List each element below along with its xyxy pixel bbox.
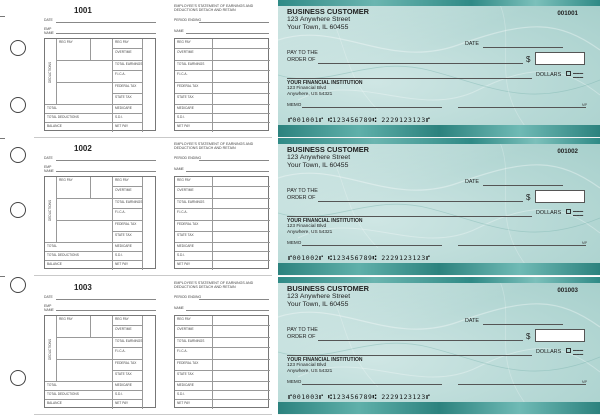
emp-name-label: EMP NAME	[44, 165, 54, 173]
pay-to-label: PAY TO THE	[287, 50, 318, 56]
bank-street: 123 Financial Blvd	[287, 224, 327, 229]
bank-name: YOUR FINANCIAL INSTITUTION	[287, 357, 363, 363]
stub-grid-left: DEDUCTIONS REG PAY REG PAY OVERTIME TOTAL EARNINGS F.I.C.A. FEDERAL TAX STATE TAX TOTAL MEDICARE TOTAL DEDUCTIONS S.D.I. BALANCE NET PAY	[44, 315, 156, 408]
emp-name-label: EMP NAME	[44, 304, 54, 312]
micr-line: ⑈001002⑈ ⑆123456789⑆ 2229123123⑈	[288, 254, 431, 262]
dollar-sign: $	[526, 332, 531, 341]
check	[278, 0, 600, 138]
binder-hole	[10, 97, 26, 113]
check-number: 001001	[557, 10, 578, 17]
stub-date-label: DATE	[44, 295, 53, 299]
check-number: 001003	[557, 287, 578, 294]
padlock-icon	[566, 209, 571, 214]
dollars-label: DOLLARS	[536, 72, 562, 78]
bank-city: Anywhere, US 54321	[287, 92, 333, 97]
check-bottom-band	[278, 125, 600, 137]
order-of-label: ORDER OF	[287, 334, 316, 340]
business-name: BUSINESS CUSTOMER	[287, 145, 369, 154]
stub-number: 1003	[74, 283, 92, 292]
dollars-label: DOLLARS	[536, 210, 562, 216]
payroll-stub	[34, 277, 272, 415]
name-label: NAME	[174, 29, 184, 33]
check-bottom-band	[278, 263, 600, 275]
security-features-note: ▬▬▬ ▬▬▬	[573, 209, 584, 217]
stub-grid-right: REG PAY OVERTIME TOTAL EARNINGS F.I.C.A. FEDERAL TAX STATE TAX MEDICARE S.D.I. NET PAY	[174, 315, 269, 408]
business-street: 123 Anywhere Street	[287, 16, 351, 23]
mp-mark: MP	[582, 103, 588, 107]
check	[278, 138, 600, 276]
pay-to-label: PAY TO THE	[287, 188, 318, 194]
dollars-label: DOLLARS	[536, 349, 562, 355]
business-name: BUSINESS CUSTOMER	[287, 7, 369, 16]
stub-title: EMPLOYEE'S STATEMENT OF EARNINGS AND DEDUCTIONS DETACH AND RETAIN	[174, 4, 254, 13]
business-city: Your Town, IL 60455	[287, 301, 349, 308]
binder-hole	[10, 277, 26, 293]
business-city: Your Town, IL 60455	[287, 24, 349, 31]
perforation-tick	[0, 16, 5, 17]
mp-mark: MP	[582, 241, 588, 245]
order-of-label: ORDER OF	[287, 195, 316, 201]
check-date-label: DATE	[465, 41, 479, 47]
bank-name: YOUR FINANCIAL INSTITUTION	[287, 218, 363, 224]
dollar-sign: $	[526, 55, 531, 64]
security-features-note: ▬▬▬ ▬▬▬	[573, 348, 584, 356]
memo-label: MEMO	[287, 379, 302, 384]
padlock-icon	[566, 348, 571, 353]
check-top-band	[278, 277, 600, 283]
memo-line[interactable]	[302, 384, 442, 385]
binder-strip	[0, 0, 32, 416]
check-date-label: DATE	[465, 318, 479, 324]
security-features-note: ▬▬▬ ▬▬▬	[573, 71, 584, 79]
order-of-label: ORDER OF	[287, 57, 316, 63]
stub-grid-right: REG PAY OVERTIME TOTAL EARNINGS F.I.C.A. FEDERAL TAX STATE TAX MEDICARE S.D.I. NET PAY	[174, 38, 269, 131]
check-date-label: DATE	[465, 179, 479, 185]
micr-line: ⑈001003⑈ ⑆123456789⑆ 2229123123⑈	[288, 393, 431, 401]
padlock-icon	[566, 71, 571, 76]
payroll-stub	[34, 0, 272, 138]
signature-line[interactable]	[458, 107, 586, 108]
check-top-band	[278, 0, 600, 6]
period-ending-label: PERIOD ENDING	[174, 18, 202, 22]
bank-street: 123 Financial Blvd	[287, 86, 327, 91]
business-street: 123 Anywhere Street	[287, 293, 351, 300]
mp-mark: MP	[582, 380, 588, 384]
check-top-band	[278, 138, 600, 144]
stub-date-label: DATE	[44, 156, 53, 160]
amount-box[interactable]	[535, 52, 585, 65]
stub-number: 1002	[74, 144, 92, 153]
dollar-sign: $	[526, 193, 531, 202]
binder-hole	[10, 370, 26, 386]
bank-name: YOUR FINANCIAL INSTITUTION	[287, 80, 363, 86]
pay-to-label: PAY TO THE	[287, 327, 318, 333]
signature-line[interactable]	[458, 245, 586, 246]
check-bottom-band	[278, 402, 600, 414]
stub-grid-right: REG PAY OVERTIME TOTAL EARNINGS F.I.C.A. FEDERAL TAX STATE TAX MEDICARE S.D.I. NET PAY	[174, 176, 269, 269]
stub-title: EMPLOYEE'S STATEMENT OF EARNINGS AND DEDUCTIONS DETACH AND RETAIN	[174, 142, 254, 151]
stub-date-label: DATE	[44, 18, 53, 22]
bank-street: 123 Financial Blvd	[287, 363, 327, 368]
bank-city: Anywhere, US 54321	[287, 230, 333, 235]
payroll-stub	[34, 138, 272, 276]
business-city: Your Town, IL 60455	[287, 162, 349, 169]
stub-grid-left: DEDUCTIONS REG PAY REG PAY OVERTIME TOTAL EARNINGS F.I.C.A. FEDERAL TAX STATE TAX TOTAL MEDICARE TOTAL DEDUCTIONS S.D.I. BALANCE NET PAY	[44, 176, 156, 269]
period-ending-label: PERIOD ENDING	[174, 295, 202, 299]
stub-grid-left: DEDUCTIONS REG PAY REG PAY OVERTIME TOTAL EARNINGS F.I.C.A. FEDERAL TAX STATE TAX TOTAL MEDICARE TOTAL DEDUCTIONS S.D.I. BALANCE NET PAY	[44, 38, 156, 131]
emp-name-label: EMP NAME	[44, 27, 54, 35]
amount-box[interactable]	[535, 329, 585, 342]
check-number: 001002	[557, 148, 578, 155]
memo-label: MEMO	[287, 240, 302, 245]
micr-line: ⑈001001⑈ ⑆123456789⑆ 2229123123⑈	[288, 116, 431, 124]
perforation-tick	[0, 276, 5, 277]
business-name: BUSINESS CUSTOMER	[287, 284, 369, 293]
memo-label: MEMO	[287, 102, 302, 107]
binder-hole	[10, 40, 26, 56]
business-street: 123 Anywhere Street	[287, 154, 351, 161]
stub-number: 1001	[74, 6, 92, 15]
memo-line[interactable]	[302, 245, 442, 246]
binder-hole	[10, 202, 26, 218]
signature-line[interactable]	[458, 384, 586, 385]
check	[278, 277, 600, 415]
name-label: NAME	[174, 167, 184, 171]
binder-hole	[10, 147, 26, 163]
memo-line[interactable]	[302, 107, 442, 108]
perforation-tick	[0, 138, 5, 139]
bank-city: Anywhere, US 54321	[287, 369, 333, 374]
period-ending-label: PERIOD ENDING	[174, 156, 202, 160]
name-label: NAME	[174, 306, 184, 310]
stub-title: EMPLOYEE'S STATEMENT OF EARNINGS AND DEDUCTIONS DETACH AND RETAIN	[174, 281, 254, 290]
amount-box[interactable]	[535, 190, 585, 203]
